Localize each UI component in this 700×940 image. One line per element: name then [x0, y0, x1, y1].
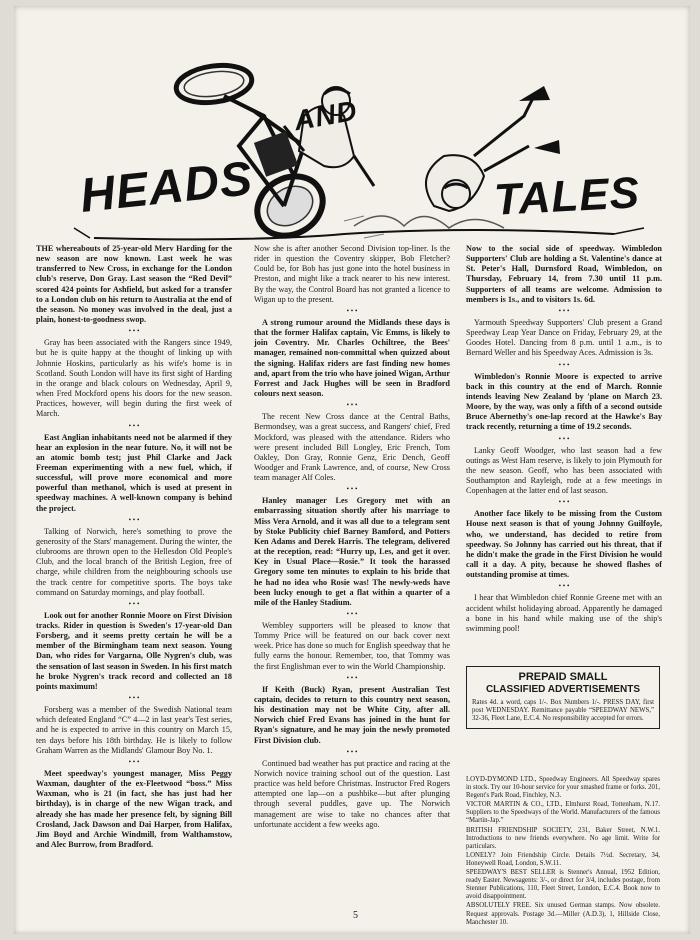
classified-heading: PREPAID SMALL [518, 671, 608, 683]
title-heads: HEADS [77, 152, 256, 223]
magazine-page [14, 6, 690, 934]
separator-dots: • • • [346, 401, 358, 410]
news-paragraph: Now she is after another Second Division top-liner. Is the rider in question the Coventry skipper, Bob Fletcher? Could be, for Bob has just gone into the hotel business in Preston, and might like a track nearer to his new interest. By the way, the Control Board has not granted a licence to Wigan up to the present. [254, 244, 450, 304]
news-paragraph: Lanky Geoff Woodger, who last season had a few outings as West Ham reserve, is likely to join Plymouth for the new season. Geoff, who has been associated with Southampton and Rayleigh, rode at a few meetings in Copenhagen at the latter end of last season. [466, 445, 662, 496]
news-paragraph: East Anglian inhabitants need not be alarmed if they hear an explosion in the near future. No, it will not be an atomic bomb test; just Phil Clarke and Jack Freeman experimenting with a new fuel, which, if successful, will prove more economical and more powerful than methanol, which is used at present in speedway machines. A well-known company is behind the project. [36, 432, 232, 513]
separator-dots: • • • [128, 327, 140, 336]
classified-ad: LONELY? Join Friendship Circle. Details 7½d. Secretary, 34, Honeywell Road, London, S.W.11. [466, 851, 660, 867]
separator-dots: • • • [128, 757, 140, 766]
news-paragraph: Wimbledon's Ronnie Moore is expected to arrive back in this country at the end of March. Ronnie intends leaving New Zealand by 'plane on March 23. Moore, by the way, was only a fifth of a second outside Bruce Abernethy's one-lap record at the Hawke's Bay track recently, returning a time of 19.2 seconds. [466, 371, 662, 432]
separator-dots: • • • [346, 485, 358, 494]
news-paragraph: A strong rumour around the Midlands these days is that the former Halifax captain, Vic Emms, is likely to join Coventry. Mr. Charles Ochiltree, the Bees' manager, remained non-committal when quizzed about the signing. Halifax riders are fast finding new homes and, apart from the trio who have joined Wigan, Arthur Forrest and Jack Hughes will be seen in Bradford colours next season. [254, 317, 450, 399]
news-paragraph: Continued bad weather has put practice and racing at the Norwich novice training school out of the question. Last practice was held before Christmas. Instructor Fred Rogers attempted one lap—on a pushbike—but after plunging through several puddles, gave up. The Norwich management are wise to take no chances after that unfortunate accident a few weeks ago. [254, 758, 450, 829]
news-paragraph: If Keith (Buck) Ryan, present Australian Test captain, decides to return to this country next season, his destination may not be White City, after all. Norwich chief Fred Evans has joined in the hunt for Ryan's signature, and he may join the newly promoted First Division club. [254, 684, 450, 745]
separator-dots: • • • [128, 694, 140, 703]
news-paragraph: Meet speedway's youngest manager, Miss Peggy Waxman, daughter of the ex-Fleetwood “boss.” Miss Waxman, who is 21 (in fact, she has just had her birthday), is in charge of the new Wigan track, and already she has made her presence felt, by signing Bill Crosland, Jack Dawson and Dai Harper, from Halifax, Jim Boyd and Archie Windmill, from Walthamstow, and Alec Burrow, from Bradford. [36, 768, 232, 849]
classified-ad: ABSOLUTELY FREE. Six unused German stamps. Now obsolete. Request approvals. Postage 3d.—Miller (A.D.3), 1, Hillside Close, Manchester 10. [466, 902, 660, 926]
masthead [54, 56, 654, 246]
separator-dots: • • • [558, 582, 570, 591]
separator-dots: • • • [346, 673, 358, 682]
classified-rates: Rates 4d. a word, caps 1/-. Box Numbers 1/-. PRESS DAY, first post WEDNESDAY. Remittance payable “SPEEDWAY NEWS,” 32-36, Fleet Lane, E.C.4. No responsibility accepted for errors. [472, 699, 654, 723]
separator-dots: • • • [558, 360, 570, 369]
separator-dots: • • • [346, 306, 358, 315]
classified-subheading: CLASSIFIED ADVERTISEMENTS [485, 684, 641, 695]
news-paragraph: Yarmouth Speedway Supporters' Club present a Grand Speedway Leap Year Dance on Friday, February 29, at the Goodes Hotel. Dancing from 8 p.m. until 1 a.m., is to Bernard Weller and his Speedway Aces. Admission is 3s. [466, 317, 662, 358]
column-2 [254, 244, 450, 832]
separator-dots: • • • [558, 306, 570, 315]
separator-dots: • • • [128, 515, 140, 524]
separator-dots: • • • [558, 434, 570, 443]
title-and: AND [291, 94, 360, 137]
column-3 [466, 244, 662, 636]
classified-ad: BRITISH FRIENDSHIP SOCIETY, 231, Baker Street, N.W.1. Introductions to new friends everywhere. No age limit. Write for particulars. [466, 826, 660, 850]
classified-header-box [466, 666, 660, 729]
separator-dots: • • • [346, 610, 358, 618]
news-paragraph: Wembley supporters will be pleased to know that Tommy Price will be featured on our back cover next week. Price has done so much for English speedway that he fully earns the honour. Remember, too, that Tommy was the first Englishman ever to win the World Championship. [254, 621, 450, 671]
news-paragraph: THE whereabouts of 25-year-old Merv Harding for the new season are now known. Last week he was transferred to New Cross, in exchange for the London club's reserve, Don Gray. Last season the “Red Devil” scored 424 points for Ashfield, but asked for a transfer to a London club on his return to Australia at the end of the season. No money was involved in the deal, just a plain, honest-to-goodness swop. [36, 244, 232, 325]
page-number: 5 [353, 910, 358, 921]
classified-ad: SPEEDWAY'S BEST SELLER is Stenner's Annual, 1952 Edition, ready Easter. Newsagents: 3/-, or direct for 3/4, includes postage, from Stenner Publications, 110, Fleet Street, London, E.C.4. Book now to avoid disappointment. [466, 869, 660, 901]
news-paragraph: I hear that Wimbledon chief Ronnie Greene met with an accident whilst holidaying abroad. Apparently he damaged a bone in his hand while making use of the ship's swimming pool! [466, 593, 662, 633]
classified-ad: VICTOR MARTIN & CO., LTD., Elmhurst Road, Tottenham, N.17. Suppliers to the Speedways of the World. Manufacturers of the famous “Martin-Jap.” [466, 801, 660, 825]
separator-dots: • • • [128, 421, 140, 430]
news-paragraph: Now to the social side of speedway. Wimbledon Supporters' Club are holding a St. Valentine's dance at St. Peter's Hall, Durnsford Road, Wimbledon, on Thursday, February 14, from 7.30 until 11 p.m. Supporters of all teams are welcome. Admission to members is 1s., and to visitors 1s. 6d. [466, 244, 662, 304]
column-1 [36, 244, 232, 852]
news-paragraph: Look out for another Ronnie Moore on First Division tracks. Rider in question is Sweden's 17-year-old Dan Forsberg, and it seems pretty certain he will be a member of the Birmingham team next season. Young Dan, who rides for Vargarna, Olle Nygren's club, was the sensation of last season in Sweden. In his first match he broke Nygren's track record and collected an 18 points maximum! [36, 610, 232, 691]
news-paragraph: The recent New Cross dance at the Central Baths, Bermondsey, was a great success, and Rangers' chief, Fred Mockford, was pleased with the attendance. Riders who were present included Bill Longley, Eric French, Tom Oakley, Don Gray, Ronnie Genz, Eric Dench, Geoff Woodger and Frank Lawrence, and, of course, New Cross team manager Alf Coles. [254, 412, 450, 483]
news-paragraph: Another face likely to be missing from the Custom House next season is that of young Johnny Guilfoyle, who, we understand, has decided to retire from speedway. So Johnny has carried out his threat, that if he didn't make the grade in the First Division he would call it a day. A pity, because he showed flashes of outstanding promise at times. [466, 509, 662, 580]
title-tales: TALES [492, 168, 642, 225]
separator-dots: • • • [558, 498, 570, 507]
news-paragraph: Talking of Norwich, here's something to prove the generosity of the Stars' management. During the winter, the clubrooms are thrown open to the Hellesdon Old People's Club, and the local branch of the British Legion, free of charge, while children from the neighbouring schools use the track centre for competitive sports. The boys take command on Saturday mornings, and play football. [36, 526, 232, 597]
news-paragraph: Hanley manager Les Gregory met with an embarrassing situation shortly after his marriage to Miss Vera Arnold, and it was all due to a telegram sent by Stoke Publicity chief Barney Bamford, and Potters Ken Adams and Derek Harris. The telegram, delivered at the reception, read: “Hurry up, Les, and get it over. Key in Usual Place—Rosie.” It took the harassed Gregory some ten minutes to explain to his bride that he had no idea who Rosie was! The newly-weds have been lucky enough to get a flat within a quarter of a mile of the Hanley Stadium. [254, 496, 450, 607]
separator-dots: • • • [346, 747, 358, 756]
news-paragraph: Forsberg was a member of the Swedish National team which defeated England “C” 4—2 in last year's Test series, and he is expected to arrive in this country on March 15, ten days before his 18th birthday. He is likely to follow Graham Warren as the Midlands' Glamour Boy No. 1. [36, 705, 232, 755]
classified-ads [466, 776, 660, 928]
classified-ad: LOYD-DYMOND LTD., Speedway Engineers. All Speedway spares in stock. Try our 10-hour service for your smashed frame or forks. 201, Regent's Park Road, Finchley, N.3. [466, 776, 660, 800]
separator-dots: • • • [128, 599, 140, 608]
news-paragraph: Gray has been associated with the Rangers since 1949, but he is quite happy at the thought of linking up with Johnnie Hoskins, particularly as his wife's home is in Scotland. South London will have its first sight of Harding in the orange and black colours on Wednesday, April 9, when Fred Mockford opens his doors for the new season. Practices, however, will begin during the first week of March. [36, 338, 232, 419]
